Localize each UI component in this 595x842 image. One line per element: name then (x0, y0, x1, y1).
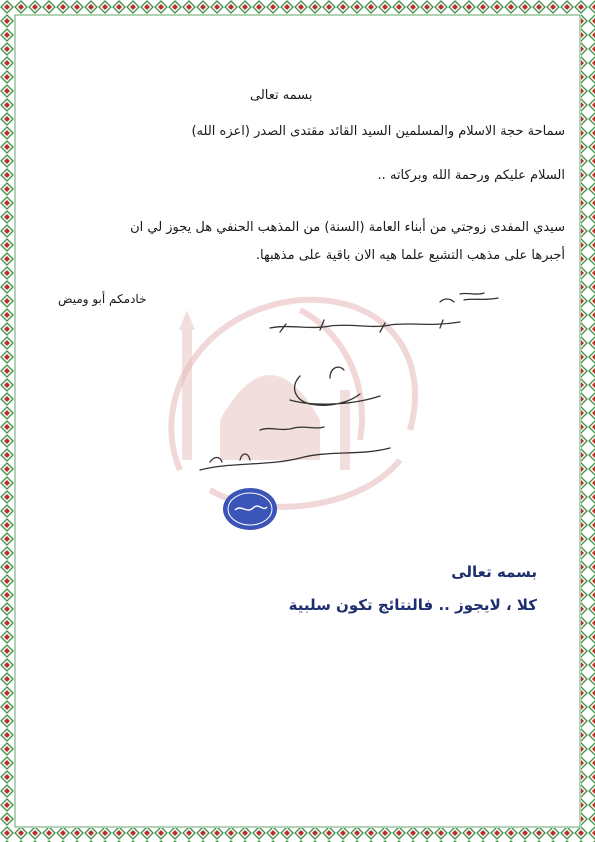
handwritten-reply (180, 280, 510, 480)
letter-basmala: بسمه تعالى (250, 88, 313, 103)
reply-basmala: بسمه تعالى (451, 563, 537, 581)
question-line-1: سيدي المفدى زوجتي من أبناء العامة (السنة) من المذهب الحنفي هل يجوز لي ان (130, 220, 565, 235)
seal-stamp (221, 486, 279, 532)
letter-addressee: سماحة حجة الاسلام والمسلمين السيد القائد مقتدى الصدر (اعزه الله) (191, 124, 565, 139)
reply-answer: كلا ، لايجوز .. فالنتائج تكون سلبية (288, 596, 537, 614)
question-line-2: أجبرها على مذهب التشيع علما هيه الان باقية على مذهبها. (255, 248, 565, 263)
letter-signoff: خادمكم أبو وميض (58, 292, 147, 306)
letter-question (130, 214, 565, 270)
letter-greeting: السلام عليكم ورحمة الله وبركاته .. (377, 168, 565, 183)
